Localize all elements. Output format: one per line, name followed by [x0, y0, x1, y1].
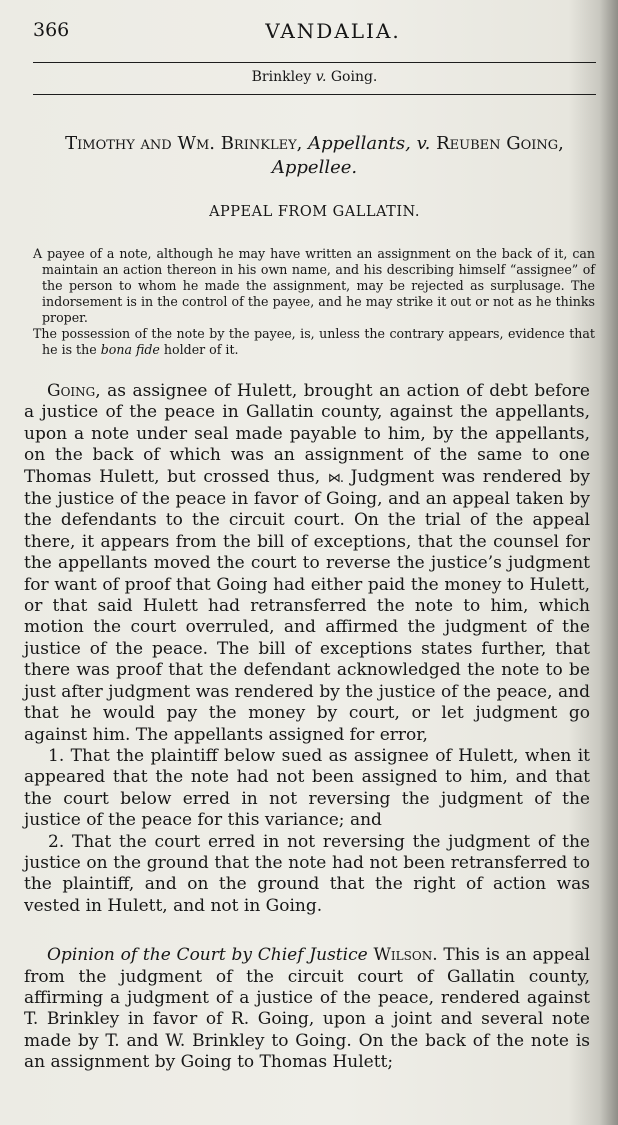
page-header — [33, 19, 593, 45]
opinion-intro: Opinion of the Court by Chief Justice — [47, 945, 368, 966]
headnote-second-end: holder of it. — [163, 342, 239, 357]
statement-text: as assignee of Hulett, brought an action of debt before a justice of the peace in Gallatin county, against the appellants, upon a note under seal made payable to him, by the appellants, on the back of which was an assignment of the same to one Thomas Hulett, but crossed thus, — [24, 381, 590, 487]
case-caption — [33, 132, 596, 180]
cross-mark: ⋈. — [327, 470, 343, 486]
headnote-second-text: The possession of the note by the payee, is, unless the contrary appears, evidence that he is the — [33, 326, 595, 357]
page-number: 366 — [33, 19, 70, 41]
headnote-second-italic: bona fide — [100, 342, 160, 357]
appellee-name: Reuben Going, — [436, 133, 564, 154]
headnote-second — [33, 326, 595, 358]
opinion-text: This is an appeal from the judgment of the circuit court of Gallatin county, affirming a judgment of a justice of the peace, rendered against T. Brinkley in favor of R. Going, upon a joint and several note made by T. and W. Brinkley to Going. On the back of the note is an assignment by Going to Thomas Hulett; — [24, 945, 590, 1073]
case-body — [24, 381, 590, 1074]
running-title: VANDALIA. — [265, 19, 401, 43]
statement-paragraph — [24, 381, 590, 746]
appellants-name: Timothy and Wm. Brinkley, — [65, 133, 303, 154]
appellants-role: Appellants, — [308, 133, 411, 154]
justice-name: Wilson. — [373, 945, 438, 966]
statement-lead-word: Going, — [47, 381, 101, 401]
headnote-first: A payee of a note, although he may have written an assignment on the back of it, can maintain an action thereon in his own name, and his describing himself “assignee” of the person to whom he made the assignment, may be rejected as surplusage. The indorsement is in the control of the payee, and he may strike it out or not as he thinks proper. — [33, 246, 595, 325]
caption-versus: v. — [416, 133, 431, 154]
appeal-heading: APPEAL FROM GALLATIN. — [209, 204, 420, 220]
case-subhead-plaintiff: Brinkley — [251, 69, 312, 85]
opinion-paragraph — [24, 945, 590, 1073]
headnotes — [33, 246, 595, 358]
case-subhead-defendant: Going. — [330, 69, 378, 85]
error-item: 2. That the court erred in not reversing the judgment of the justice on the ground that the note had not been retransferred to the plaintiff, and on the ground that the right of action was vested in Hulett, and not in Going. — [24, 831, 590, 916]
statement-text-continued: Judgment was rendered by the justice of the peace in favor of Going, and an appeal taken by the defendants to the circuit court. On the trial of the appeal there, it appears from the bill of exceptions, that the counsel for the appellants moved the court to reverse the justice’s judgment for want of proof that Going had either paid the money to Hulett, or that said Hulett had retransferred the note to him, which motion the court overruled, and affirmed the judgment of the justice of the peace. The bill of exceptions states further, that there was proof that the defendant acknowledged the note to be just after judgment was rendered by the justice of the peace, and that he would pay the money by court, or let judgment go against him. The appellants assigned for error, — [24, 466, 591, 745]
top-rule — [33, 62, 596, 63]
case-subhead — [33, 69, 596, 85]
case-subhead-versus: v. — [315, 69, 327, 85]
bottom-rule — [33, 94, 596, 95]
error-item: 1. That the plaintiff below sued as assignee of Hulett, when it appeared that the note had not been assigned to him, and that the court below erred in not reversing the judgment of the justice of the peace for this variance; and — [24, 745, 590, 831]
appellee-role: Appellee. — [271, 157, 358, 178]
